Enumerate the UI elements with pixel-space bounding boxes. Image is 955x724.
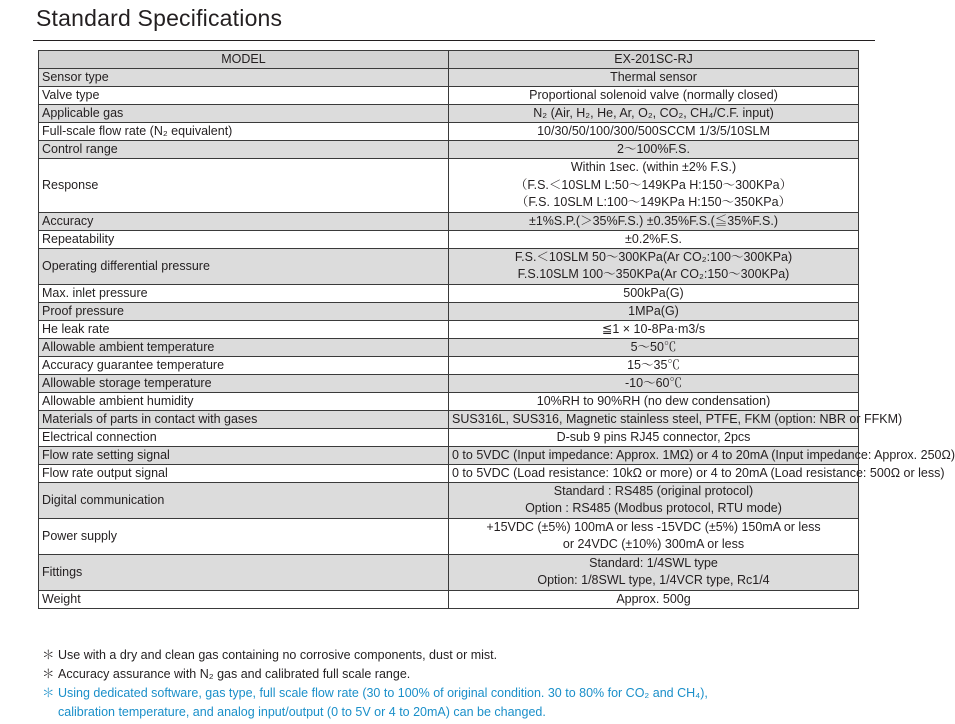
spec-value-line: 0 to 5VDC (Load resistance: 10kΩ or more) or 4 to 20mA (Load resistance: 500Ω or less) bbox=[452, 465, 945, 480]
spec-label: Fittings bbox=[39, 554, 449, 590]
spec-label: Accuracy bbox=[39, 212, 449, 230]
footnote-mark: ＊ bbox=[42, 686, 55, 700]
spec-value-line: 15～35℃ bbox=[627, 357, 680, 372]
spec-value-line: ±0.2%F.S. bbox=[625, 231, 682, 246]
spec-value-line: 5～50℃ bbox=[630, 339, 677, 354]
spec-value-line: 500kPa(G) bbox=[623, 285, 684, 300]
spec-label: Flow rate output signal bbox=[39, 464, 449, 482]
table-row bbox=[39, 320, 859, 338]
footnote-continuation bbox=[42, 703, 708, 722]
spec-value bbox=[449, 464, 945, 482]
spec-label: Accuracy guarantee temperature bbox=[39, 356, 449, 374]
table-row bbox=[39, 69, 859, 87]
table-row bbox=[39, 248, 859, 284]
spec-value-line: +15VDC (±5%) 100mA or less -15VDC (±5%) 150mA or less bbox=[486, 519, 821, 534]
spec-value bbox=[449, 69, 859, 87]
table-row bbox=[39, 482, 859, 518]
footnote-text: Using dedicated software, gas type, full scale flow rate (30 to 100% of original condition. 30 to 80% for CO₂ and CH₄), bbox=[58, 686, 708, 700]
spec-label: Full-scale flow rate (N₂ equivalent) bbox=[39, 123, 449, 141]
spec-value bbox=[449, 141, 859, 159]
table-header-row bbox=[39, 51, 859, 69]
footnote-text: calibration temperature, and analog input/output (0 to 5V or 4 to 20mA) can be changed. bbox=[58, 705, 546, 719]
spec-value-line: D-sub 9 pins RJ45 connector, 2pcs bbox=[556, 429, 751, 444]
spec-value bbox=[449, 410, 903, 428]
spec-value bbox=[449, 518, 859, 554]
table-row bbox=[39, 212, 859, 230]
table-row bbox=[39, 374, 859, 392]
spec-value-line: Thermal sensor bbox=[610, 70, 697, 84]
spec-value bbox=[449, 428, 859, 446]
spec-value-line: or 24VDC (±10%) 300mA or less bbox=[562, 537, 745, 551]
table-row bbox=[39, 123, 859, 141]
spec-value-line: Standard: 1/4SWL type bbox=[589, 555, 718, 570]
table-row bbox=[39, 87, 859, 105]
spec-value bbox=[449, 392, 859, 410]
table-row bbox=[39, 302, 859, 320]
spec-value bbox=[449, 87, 859, 105]
table-row bbox=[39, 518, 859, 554]
table-row bbox=[39, 590, 859, 608]
table-row bbox=[39, 356, 859, 374]
table-row bbox=[39, 230, 859, 248]
spec-value-line: Approx. 500g bbox=[616, 591, 691, 606]
spec-label: Repeatability bbox=[39, 230, 449, 248]
model-header-label: MODEL bbox=[39, 51, 449, 69]
spec-value-line: ≦1 × 10-8Pa·m3/s bbox=[601, 321, 706, 336]
spec-label: Materials of parts in contact with gases bbox=[39, 410, 449, 428]
spec-value bbox=[449, 159, 859, 213]
table-row bbox=[39, 338, 859, 356]
spec-value-line: 10/30/50/100/300/500SCCM 1/3/5/10SLM bbox=[537, 124, 770, 138]
spec-value-line: F.S.10SLM 100～350KPa(Ar CO₂:150～300KPa) bbox=[517, 267, 790, 281]
spec-label: Response bbox=[39, 159, 449, 213]
spec-label: Applicable gas bbox=[39, 105, 449, 123]
spec-label: Allowable ambient temperature bbox=[39, 338, 449, 356]
spec-value bbox=[449, 482, 859, 518]
table-row bbox=[39, 554, 859, 590]
spec-value bbox=[449, 230, 859, 248]
spec-label: Operating differential pressure bbox=[39, 248, 449, 284]
spec-label: He leak rate bbox=[39, 320, 449, 338]
spec-label: Valve type bbox=[39, 87, 449, 105]
footnote-mark: ＊ bbox=[42, 667, 55, 681]
spec-label: Digital communication bbox=[39, 482, 449, 518]
spec-label: Allowable storage temperature bbox=[39, 374, 449, 392]
table-row bbox=[39, 159, 859, 213]
spec-value-line: 2～100%F.S. bbox=[617, 142, 690, 156]
spec-value-line: Within 1sec. (within ±2% F.S.) bbox=[570, 160, 737, 174]
spec-value-line: Option: 1/8SWL type, 1/4VCR type, Rc1/4 bbox=[537, 573, 770, 587]
spec-value bbox=[449, 105, 859, 123]
spec-value-line: F.S.＜10SLM 50～300KPa(Ar CO₂:100～300KPa) bbox=[514, 249, 793, 264]
spec-value-line: 0 to 5VDC (Input impedance: Approx. 1MΩ) or 4 to 20mA (Input impedance: Approx. 250Ω) bbox=[452, 447, 955, 462]
spec-value bbox=[449, 446, 955, 464]
spec-value-line: 1MPa(G) bbox=[628, 303, 679, 318]
spec-label: Allowable ambient humidity bbox=[39, 392, 449, 410]
spec-label: Electrical connection bbox=[39, 428, 449, 446]
spec-value bbox=[449, 320, 859, 338]
spec-value bbox=[449, 590, 859, 608]
footnote-mark: ＊ bbox=[42, 648, 55, 662]
title-underline bbox=[33, 40, 875, 41]
spec-value-line: N₂ (Air, H₂, He, Ar, O₂, CO₂, CH₄/C.F. input) bbox=[533, 106, 774, 120]
footnote-text: Accuracy assurance with N₂ gas and calibrated full scale range. bbox=[58, 667, 411, 681]
spec-value-line: SUS316L, SUS316, Magnetic stainless steel, PTFE, FKM (option: NBR or FFKM) bbox=[452, 411, 903, 426]
spec-label: Flow rate setting signal bbox=[39, 446, 449, 464]
table-row bbox=[39, 141, 859, 159]
spec-value-line: -10～60℃ bbox=[625, 375, 682, 390]
spec-label: Proof pressure bbox=[39, 302, 449, 320]
spec-value-line: （F.S.＜10SLM L:50～149KPa H:150～300KPa） bbox=[514, 177, 793, 192]
spec-label: Max. inlet pressure bbox=[39, 284, 449, 302]
footnote bbox=[42, 665, 708, 684]
spec-value bbox=[449, 248, 859, 284]
footnote bbox=[42, 684, 708, 703]
spec-value-line: ±1%S.P.(＞35%F.S.) ±0.35%F.S.(≦35%F.S.) bbox=[529, 213, 778, 228]
spec-label: Weight bbox=[39, 590, 449, 608]
table-row bbox=[39, 105, 859, 123]
footnote bbox=[42, 646, 708, 665]
spec-label: Power supply bbox=[39, 518, 449, 554]
table-row bbox=[39, 428, 859, 446]
spec-value bbox=[449, 284, 859, 302]
spec-value-line: Proportional solenoid valve (normally closed) bbox=[529, 88, 778, 102]
spec-value bbox=[449, 374, 859, 392]
specifications-table bbox=[38, 50, 955, 609]
spec-value bbox=[449, 554, 859, 590]
footnote-text: Use with a dry and clean gas containing no corrosive components, dust or mist. bbox=[58, 648, 498, 662]
spec-value bbox=[449, 338, 859, 356]
spec-value-line: （F.S. 10SLM L:100～149KPa H:150～350KPa） bbox=[515, 195, 792, 209]
spec-value-line: Option : RS485 (Modbus protocol, RTU mode) bbox=[525, 501, 782, 515]
table-row bbox=[39, 446, 859, 464]
spec-label: Control range bbox=[39, 141, 449, 159]
page-title: Standard Specifications bbox=[36, 5, 283, 31]
spec-value bbox=[449, 212, 859, 230]
model-header-value: EX-201SC-RJ bbox=[449, 51, 859, 69]
spec-label: Sensor type bbox=[39, 69, 449, 87]
spec-value bbox=[449, 356, 859, 374]
table-row bbox=[39, 392, 859, 410]
spec-value-line: Standard : RS485 (original protocol) bbox=[553, 483, 754, 498]
spec-value bbox=[449, 123, 859, 141]
footnotes bbox=[42, 646, 708, 722]
spec-value-line: 10%RH to 90%RH (no dew condensation) bbox=[536, 393, 771, 408]
table-row bbox=[39, 284, 859, 302]
spec-value bbox=[449, 302, 859, 320]
table-row bbox=[39, 464, 859, 482]
table-row bbox=[39, 410, 859, 428]
